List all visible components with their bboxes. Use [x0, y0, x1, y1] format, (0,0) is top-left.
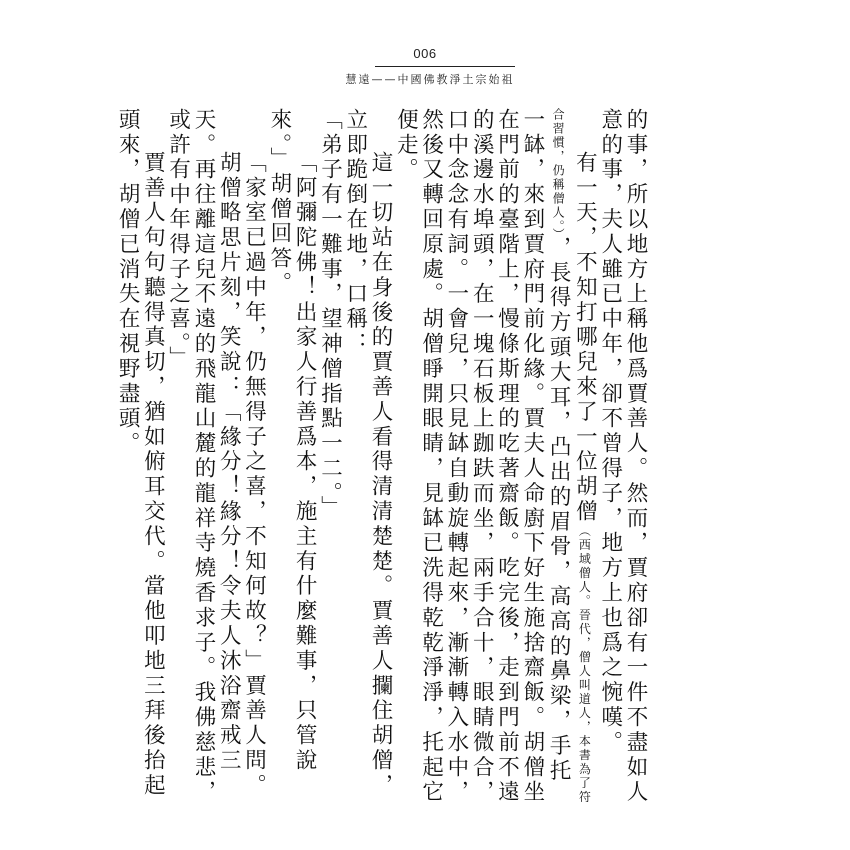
inline-annotation: （西域僧人。晉代，僧人叫道人，本書為了符合習慣，仍稱僧人。）	[551, 108, 592, 805]
page-number: 006	[413, 46, 437, 61]
paragraph-2-text-a: 有一天，不知打哪兒來了一位胡僧	[572, 151, 598, 525]
paragraph-2	[393, 108, 597, 808]
running-title: 慧遠——中國佛教淨土宗始祖	[345, 73, 515, 86]
paragraph-8: 賈善人句句聽得真切，猶如俯耳交代。當他叩地三拜後抬起頭來，胡僧已消失在視野盡頭。	[115, 108, 166, 799]
paragraph-3: 這一切站在身後的賈善人看得清清楚楚。賈善人攔住胡僧，立即跪倒在地，口稱：	[342, 108, 394, 799]
paragraph-4: 「弟子有一難事，望神僧指點一二。」	[317, 108, 343, 521]
paragraph-7: 胡僧略思片刻，笑說：「緣分！緣分！令夫人沐浴齋戒三天。再往離這兒不遠的飛龍山麓的龍祥寺燒香求子。我佛慈悲，或許有中年得子之喜。」	[165, 108, 242, 806]
body-text	[115, 108, 648, 808]
paragraph-5: 「阿彌陀佛！出家人行善爲本，施主有什麼難事，只管說來。」胡僧回答。	[266, 108, 318, 774]
paragraph-6: 「家室已過中年，仍無得子之喜，不知何故？」賈善人問。	[241, 151, 267, 799]
header-rule	[375, 66, 515, 67]
paragraph-2-text-b: ，長得方頭大耳，凸出的眉骨，高高的鼻梁，手托一缽，來到賈府門前化緣。賈夫人命廚下好生施捨齋飯。胡僧坐在門前的臺階上，慢條斯理的吃著齋飯。吃完後，走到門前不遠的溪邊水埠頭，在一塊石板上跏趺而坐，兩手合十，眼睛微合，口中念念有詞。一會兒，只見缽自動旋轉起來，漸漸轉入水中，然後又轉回原處。胡僧睜開眼睛，見缽已洗得乾乾淨淨，托起它便走。	[393, 108, 572, 806]
paragraph-1: 的事，所以地方上稱他爲賈善人。然而，賈府卻有一件不盡如人意的事，夫人雖已中年，卻不曾得子，地方上也爲之惋嘆。	[597, 108, 648, 806]
